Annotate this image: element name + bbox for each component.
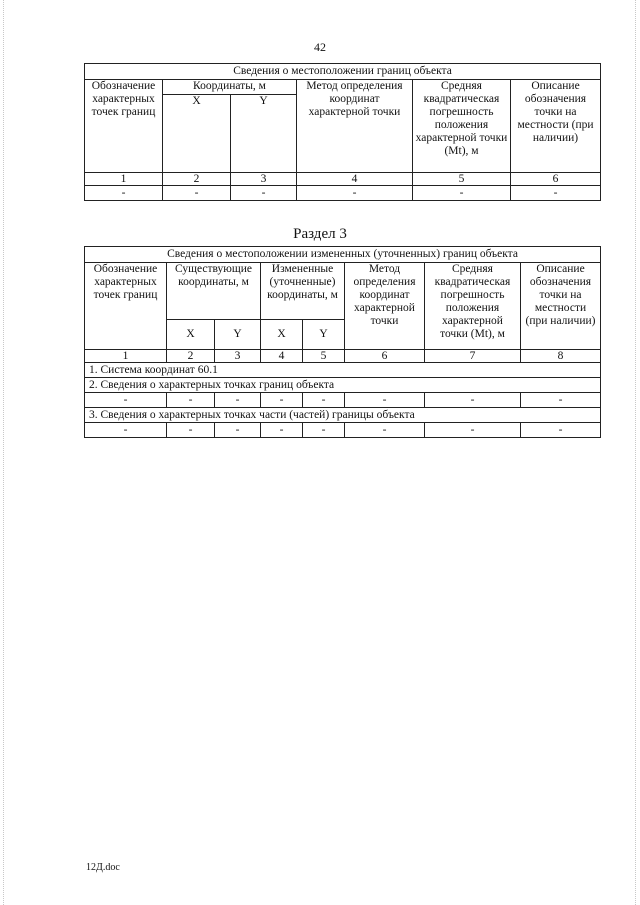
table-cell: - — [167, 423, 215, 438]
column-number: 4 — [297, 173, 413, 186]
section-heading: Раздел 3 — [293, 226, 347, 242]
table-cell: - — [521, 423, 601, 438]
header-error: Средняя квадратическая погрешность положения характерной точки (Mt), м — [425, 263, 521, 350]
column-number-row — [85, 173, 601, 186]
table-cell: - — [85, 393, 167, 408]
header-y: Y — [215, 320, 261, 350]
header-method: Метод определения координат характерной точки — [345, 263, 425, 350]
table-row — [85, 423, 601, 438]
header-x: X — [261, 320, 303, 350]
table-cell: - — [215, 423, 261, 438]
table-cell: - — [303, 393, 345, 408]
table-title: Сведения о местоположении границ объекта — [85, 64, 601, 80]
header-error: Средняя квадратическая погрешность положения характерной точки (Mt), м — [413, 80, 511, 173]
header-designation: Обозначение характерных точек границ — [85, 80, 163, 173]
table-cell: - — [413, 186, 511, 201]
table-cell: - — [521, 393, 601, 408]
column-number: 6 — [511, 173, 601, 186]
column-number: 8 — [521, 350, 601, 363]
header-y: Y — [303, 320, 345, 350]
table-cell: - — [167, 393, 215, 408]
table-cell: - — [163, 186, 231, 201]
table-cell: - — [303, 423, 345, 438]
header-x: X — [167, 320, 215, 350]
table-title: Сведения о местоположении измененных (уточненных) границ объекта — [85, 247, 601, 263]
column-number-row — [85, 350, 601, 363]
column-number: 5 — [303, 350, 345, 363]
table-cell: - — [231, 186, 297, 201]
table-cell: - — [261, 423, 303, 438]
table-cell: - — [85, 423, 167, 438]
header-coordinates: Координаты, м — [163, 80, 297, 95]
scan-edge-left — [3, 0, 5, 905]
table-cell: - — [425, 393, 521, 408]
table-cell: - — [425, 423, 521, 438]
column-number: 7 — [425, 350, 521, 363]
table-cell: - — [261, 393, 303, 408]
table-row — [85, 186, 601, 201]
section-row-part-points: 3. Сведения о характерных точках части (частей) границы объекта — [85, 408, 601, 423]
column-number: 5 — [413, 173, 511, 186]
table-cell: - — [297, 186, 413, 201]
column-number: 2 — [167, 350, 215, 363]
header-y: Y — [231, 95, 297, 173]
page-number: 42 — [314, 40, 326, 54]
document-filename: 12Д.doc — [86, 862, 120, 873]
boundary-table — [84, 63, 601, 201]
column-number: 6 — [345, 350, 425, 363]
table-cell: - — [345, 393, 425, 408]
table-cell: - — [511, 186, 601, 201]
column-number: 4 — [261, 350, 303, 363]
table-row — [85, 393, 601, 408]
header-changed-coordinates: Измененные (уточненные) координаты, м — [261, 263, 345, 320]
header-description: Описание обозначения точки на местности (при наличии) — [521, 263, 601, 350]
section-row-boundary-points: 2. Сведения о характерных точках границ объекта — [85, 378, 601, 393]
changed-boundary-table — [84, 246, 601, 438]
section-row-coordinate-system: 1. Система координат 60.1 — [85, 363, 601, 378]
column-number: 2 — [163, 173, 231, 186]
column-number: 3 — [215, 350, 261, 363]
header-x: X — [163, 95, 231, 173]
column-number: 3 — [231, 173, 297, 186]
column-number: 1 — [85, 350, 167, 363]
table-cell: - — [85, 186, 163, 201]
scan-edge-right — [635, 0, 637, 905]
header-designation: Обозначение характерных точек границ — [85, 263, 167, 350]
header-method: Метод определения координат характерной точки — [297, 80, 413, 173]
header-existing-coordinates: Существующие координаты, м — [167, 263, 261, 320]
table-cell: - — [215, 393, 261, 408]
column-number: 1 — [85, 173, 163, 186]
table-cell: - — [345, 423, 425, 438]
header-description: Описание обозначения точки на местности (при наличии) — [511, 80, 601, 173]
